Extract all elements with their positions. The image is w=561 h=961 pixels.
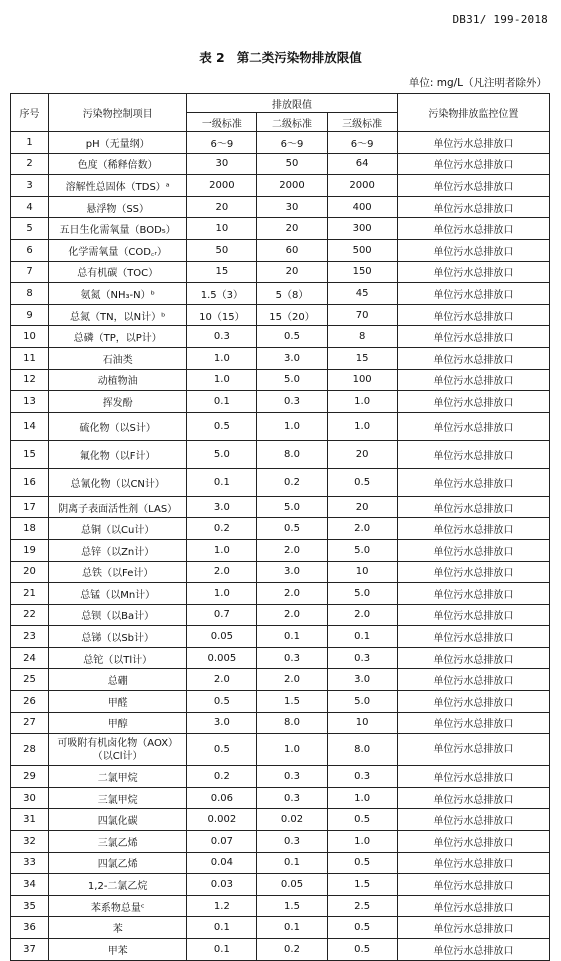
level2-limit-cell: 1.5: [257, 691, 327, 713]
table-row: [11, 917, 550, 939]
level3-limit-cell: 10: [327, 712, 397, 734]
row-number-cell: 1: [11, 132, 49, 154]
level3-limit-cell: 0.5: [327, 809, 397, 831]
row-number-cell: 21: [11, 583, 49, 605]
level2-limit-cell: 0.3: [257, 831, 327, 853]
row-number-cell: 29: [11, 766, 49, 788]
col-header-position: 污染物排放监控位置: [397, 94, 549, 132]
table-row: [11, 196, 550, 218]
level2-limit-cell: 15（20）: [257, 304, 327, 326]
monitoring-position-cell: 单位污水总排放口: [397, 604, 549, 626]
monitoring-position-cell: 单位污水总排放口: [397, 669, 549, 691]
level1-limit-cell: 30: [187, 153, 257, 175]
level3-limit-cell: 2.5: [327, 895, 397, 917]
row-number-cell: 16: [11, 468, 49, 496]
level3-limit-cell: 2.0: [327, 518, 397, 540]
table-row: [11, 391, 550, 413]
pollutant-item-cell: 1,2-二氯乙烷: [49, 874, 187, 896]
row-number-cell: 24: [11, 647, 49, 669]
pollutant-item-cell: 总锑（以Sb计）: [49, 626, 187, 648]
row-number-cell: 19: [11, 539, 49, 561]
level1-limit-cell: 6～9: [187, 132, 257, 154]
pollutant-item-cell: 苯系物总量ᶜ: [49, 895, 187, 917]
level1-limit-cell: 1.0: [187, 347, 257, 369]
pollutant-item-cell: 总铁（以Fe计）: [49, 561, 187, 583]
monitoring-position-cell: 单位污水总排放口: [397, 917, 549, 939]
level2-limit-cell: 0.2: [257, 468, 327, 496]
row-number-cell: 4: [11, 196, 49, 218]
pollutant-item-cell: 总磷（TP，以P计）: [49, 326, 187, 348]
level1-limit-cell: 0.005: [187, 647, 257, 669]
table-row: [11, 468, 550, 496]
row-number-cell: 28: [11, 734, 49, 766]
table-row: [11, 496, 550, 518]
level2-limit-cell: 0.3: [257, 787, 327, 809]
level2-limit-cell: 1.0: [257, 412, 327, 440]
level1-limit-cell: 1.0: [187, 583, 257, 605]
level3-limit-cell: 0.5: [327, 468, 397, 496]
monitoring-position-cell: 单位污水总排放口: [397, 391, 549, 413]
level2-limit-cell: 20: [257, 261, 327, 283]
table-body: [11, 132, 550, 961]
monitoring-position-cell: 单位污水总排放口: [397, 440, 549, 468]
level2-limit-cell: 8.0: [257, 440, 327, 468]
level2-limit-cell: 2.0: [257, 583, 327, 605]
table-row: [11, 712, 550, 734]
level2-limit-cell: 50: [257, 153, 327, 175]
pollutant-item-cell: 可吸附有机卤化物（AOX）（以Cl计）: [49, 734, 187, 766]
level2-limit-cell: 0.3: [257, 647, 327, 669]
level1-limit-cell: 5.0: [187, 440, 257, 468]
level3-limit-cell: 64: [327, 153, 397, 175]
table-row: [11, 218, 550, 240]
level3-limit-cell: 400: [327, 196, 397, 218]
level1-limit-cell: 0.1: [187, 939, 257, 961]
monitoring-position-cell: 单位污水总排放口: [397, 261, 549, 283]
table-row: [11, 939, 550, 961]
pollutant-item-cell: 总铜（以Cu计）: [49, 518, 187, 540]
level1-limit-cell: 0.002: [187, 809, 257, 831]
level2-limit-cell: 0.2: [257, 939, 327, 961]
pollutant-item-cell: 挥发酚: [49, 391, 187, 413]
pollutant-item-cell: 总氮（TN，以N计）ᵇ: [49, 304, 187, 326]
monitoring-position-cell: 单位污水总排放口: [397, 496, 549, 518]
level1-limit-cell: 3.0: [187, 712, 257, 734]
monitoring-position-cell: 单位污水总排放口: [397, 412, 549, 440]
level3-limit-cell: 10: [327, 561, 397, 583]
row-number-cell: 6: [11, 239, 49, 261]
monitoring-position-cell: 单位污水总排放口: [397, 539, 549, 561]
level1-limit-cell: 0.5: [187, 691, 257, 713]
level3-limit-cell: 500: [327, 239, 397, 261]
pollutant-item-cell: 悬浮物（SS）: [49, 196, 187, 218]
table-row: [11, 766, 550, 788]
table-row: [11, 369, 550, 391]
level3-limit-cell: 70: [327, 304, 397, 326]
level2-limit-cell: 0.3: [257, 766, 327, 788]
level1-limit-cell: 0.06: [187, 787, 257, 809]
pollutant-item-cell: 四氯化碳: [49, 809, 187, 831]
level2-limit-cell: 5.0: [257, 369, 327, 391]
level2-limit-cell: 60: [257, 239, 327, 261]
pollutant-item-cell: 五日生化需氧量（BOD₅）: [49, 218, 187, 240]
monitoring-position-cell: 单位污水总排放口: [397, 895, 549, 917]
table-row: [11, 132, 550, 154]
row-number-cell: 26: [11, 691, 49, 713]
level1-limit-cell: 0.5: [187, 734, 257, 766]
level1-limit-cell: 2.0: [187, 561, 257, 583]
col-header-level1: 一级标准: [187, 113, 257, 132]
level1-limit-cell: 0.1: [187, 391, 257, 413]
level3-limit-cell: 15: [327, 347, 397, 369]
table-row: [11, 175, 550, 197]
level2-limit-cell: 2.0: [257, 604, 327, 626]
level2-limit-cell: 0.1: [257, 917, 327, 939]
level3-limit-cell: 1.0: [327, 787, 397, 809]
level1-limit-cell: 3.0: [187, 496, 257, 518]
monitoring-position-cell: 单位污水总排放口: [397, 766, 549, 788]
pollutant-item-cell: 甲醇: [49, 712, 187, 734]
pollutant-item-cell: 总铊（以Tl计）: [49, 647, 187, 669]
monitoring-position-cell: 单位污水总排放口: [397, 787, 549, 809]
row-number-cell: 31: [11, 809, 49, 831]
level3-limit-cell: 150: [327, 261, 397, 283]
level1-limit-cell: 0.2: [187, 766, 257, 788]
monitoring-position-cell: 单位污水总排放口: [397, 583, 549, 605]
pollutant-item-cell: 三氯乙烯: [49, 831, 187, 853]
level1-limit-cell: 0.07: [187, 831, 257, 853]
col-header-level2: 二级标准: [257, 113, 327, 132]
level3-limit-cell: 0.5: [327, 917, 397, 939]
level1-limit-cell: 0.05: [187, 626, 257, 648]
table-row: [11, 539, 550, 561]
level1-limit-cell: 1.0: [187, 539, 257, 561]
monitoring-position-cell: 单位污水总排放口: [397, 468, 549, 496]
monitoring-position-cell: 单位污水总排放口: [397, 218, 549, 240]
table-row: [11, 304, 550, 326]
row-number-cell: 17: [11, 496, 49, 518]
level3-limit-cell: 1.0: [327, 412, 397, 440]
table-row: [11, 734, 550, 766]
level1-limit-cell: 10（15）: [187, 304, 257, 326]
table-row: [11, 153, 550, 175]
level2-limit-cell: 6～9: [257, 132, 327, 154]
table-row: [11, 440, 550, 468]
standard-code: DB31/ 199-2018: [452, 13, 548, 26]
table-row: [11, 326, 550, 348]
level1-limit-cell: 0.2: [187, 518, 257, 540]
pollutant-item-cell: 阴离子表面活性剂（LAS）: [49, 496, 187, 518]
level1-limit-cell: 0.7: [187, 604, 257, 626]
pollutant-item-cell: 四氯乙烯: [49, 852, 187, 874]
level3-limit-cell: 0.1: [327, 626, 397, 648]
monitoring-position-cell: 单位污水总排放口: [397, 175, 549, 197]
level1-limit-cell: 2000: [187, 175, 257, 197]
monitoring-position-cell: 单位污水总排放口: [397, 831, 549, 853]
monitoring-position-cell: 单位污水总排放口: [397, 283, 549, 305]
level3-limit-cell: 20: [327, 440, 397, 468]
level3-limit-cell: 3.0: [327, 669, 397, 691]
table-row: [11, 583, 550, 605]
level2-limit-cell: 2.0: [257, 539, 327, 561]
level1-limit-cell: 0.04: [187, 852, 257, 874]
row-number-cell: 20: [11, 561, 49, 583]
row-number-cell: 5: [11, 218, 49, 240]
table-row: [11, 669, 550, 691]
table-row: [11, 412, 550, 440]
table-row: [11, 239, 550, 261]
row-number-cell: 32: [11, 831, 49, 853]
row-number-cell: 14: [11, 412, 49, 440]
col-header-limit-group: 排放限值: [187, 94, 397, 113]
row-number-cell: 30: [11, 787, 49, 809]
pollutant-item-cell: 化学需氧量（COD꜀ᵣ）: [49, 239, 187, 261]
monitoring-position-cell: 单位污水总排放口: [397, 196, 549, 218]
pollutant-item-cell: 甲苯: [49, 939, 187, 961]
table-row: [11, 809, 550, 831]
pollutant-item-cell: 甲醛: [49, 691, 187, 713]
pollutant-item-cell: 总锰（以Mn计）: [49, 583, 187, 605]
level2-limit-cell: 30: [257, 196, 327, 218]
col-header-no: 序号: [11, 94, 49, 132]
monitoring-position-cell: 单位污水总排放口: [397, 852, 549, 874]
row-number-cell: 35: [11, 895, 49, 917]
monitoring-position-cell: 单位污水总排放口: [397, 326, 549, 348]
monitoring-position-cell: 单位污水总排放口: [397, 132, 549, 154]
row-number-cell: 33: [11, 852, 49, 874]
unit-note: 单位: mg/L（凡注明者除外）: [408, 77, 547, 89]
row-number-cell: 25: [11, 669, 49, 691]
pollutant-item-cell: 总锌（以Zn计）: [49, 539, 187, 561]
row-number-cell: 27: [11, 712, 49, 734]
table-row: [11, 831, 550, 853]
level1-limit-cell: 0.03: [187, 874, 257, 896]
level1-limit-cell: 1.5（3）: [187, 283, 257, 305]
level3-limit-cell: 45: [327, 283, 397, 305]
monitoring-position-cell: 单位污水总排放口: [397, 874, 549, 896]
level3-limit-cell: 5.0: [327, 539, 397, 561]
table-row: [11, 787, 550, 809]
level3-limit-cell: 0.3: [327, 766, 397, 788]
level3-limit-cell: 8: [327, 326, 397, 348]
pollutant-item-cell: 二氯甲烷: [49, 766, 187, 788]
row-number-cell: 8: [11, 283, 49, 305]
level2-limit-cell: 0.1: [257, 852, 327, 874]
pollutant-item-cell: 溶解性总固体（TDS）ᵃ: [49, 175, 187, 197]
row-number-cell: 34: [11, 874, 49, 896]
row-number-cell: 15: [11, 440, 49, 468]
level1-limit-cell: 1.2: [187, 895, 257, 917]
row-number-cell: 18: [11, 518, 49, 540]
level2-limit-cell: 1.5: [257, 895, 327, 917]
level3-limit-cell: 2.0: [327, 604, 397, 626]
col-header-level3: 三级标准: [327, 113, 397, 132]
row-number-cell: 36: [11, 917, 49, 939]
monitoring-position-cell: 单位污水总排放口: [397, 691, 549, 713]
table-number: 表 2: [199, 50, 225, 65]
level3-limit-cell: 2000: [327, 175, 397, 197]
level3-limit-cell: 1.5: [327, 874, 397, 896]
table-row: [11, 261, 550, 283]
level3-limit-cell: 6～9: [327, 132, 397, 154]
level2-limit-cell: 0.02: [257, 809, 327, 831]
row-number-cell: 3: [11, 175, 49, 197]
pollutant-item-cell: 动植物油: [49, 369, 187, 391]
monitoring-position-cell: 单位污水总排放口: [397, 809, 549, 831]
level3-limit-cell: 5.0: [327, 691, 397, 713]
row-number-cell: 10: [11, 326, 49, 348]
level2-limit-cell: 0.3: [257, 391, 327, 413]
pollutant-item-cell: 总钡（以Ba计）: [49, 604, 187, 626]
level1-limit-cell: 1.0: [187, 369, 257, 391]
level2-limit-cell: 5（8）: [257, 283, 327, 305]
level1-limit-cell: 0.3: [187, 326, 257, 348]
row-number-cell: 9: [11, 304, 49, 326]
row-number-cell: 7: [11, 261, 49, 283]
level2-limit-cell: 0.1: [257, 626, 327, 648]
level2-limit-cell: 2000: [257, 175, 327, 197]
pollutant-item-cell: 三氯甲烷: [49, 787, 187, 809]
level2-limit-cell: 5.0: [257, 496, 327, 518]
level2-limit-cell: 3.0: [257, 561, 327, 583]
level2-limit-cell: 3.0: [257, 347, 327, 369]
table-row: [11, 895, 550, 917]
level3-limit-cell: 20: [327, 496, 397, 518]
monitoring-position-cell: 单位污水总排放口: [397, 347, 549, 369]
level2-limit-cell: 20: [257, 218, 327, 240]
table-row: [11, 852, 550, 874]
monitoring-position-cell: 单位污水总排放口: [397, 734, 549, 766]
monitoring-position-cell: 单位污水总排放口: [397, 647, 549, 669]
pollutant-item-cell: 石油类: [49, 347, 187, 369]
row-number-cell: 23: [11, 626, 49, 648]
pollutant-item-cell: 苯: [49, 917, 187, 939]
row-number-cell: 11: [11, 347, 49, 369]
table-row: [11, 626, 550, 648]
col-header-item: 污染物控制项目: [49, 94, 187, 132]
monitoring-position-cell: 单位污水总排放口: [397, 712, 549, 734]
monitoring-position-cell: 单位污水总排放口: [397, 239, 549, 261]
table-caption: 第二类污染物排放限值: [236, 50, 362, 65]
monitoring-position-cell: 单位污水总排放口: [397, 561, 549, 583]
pollutant-item-cell: 总氰化物（以CN计）: [49, 468, 187, 496]
header-row: [11, 94, 550, 113]
row-number-cell: 22: [11, 604, 49, 626]
monitoring-position-cell: 单位污水总排放口: [397, 939, 549, 961]
pollutant-item-cell: 氟化物（以F计）: [49, 440, 187, 468]
table-title: [0, 48, 561, 66]
table-row: [11, 604, 550, 626]
monitoring-position-cell: 单位污水总排放口: [397, 369, 549, 391]
row-number-cell: 37: [11, 939, 49, 961]
level3-limit-cell: 1.0: [327, 831, 397, 853]
level3-limit-cell: 100: [327, 369, 397, 391]
level3-limit-cell: 0.3: [327, 647, 397, 669]
table-row: [11, 691, 550, 713]
level2-limit-cell: 0.5: [257, 518, 327, 540]
level2-limit-cell: 8.0: [257, 712, 327, 734]
level2-limit-cell: 0.5: [257, 326, 327, 348]
pollutant-item-cell: pH（无量纲）: [49, 132, 187, 154]
monitoring-position-cell: 单位污水总排放口: [397, 626, 549, 648]
pollutant-item-cell: 色度（稀释倍数）: [49, 153, 187, 175]
level3-limit-cell: 0.5: [327, 939, 397, 961]
level3-limit-cell: 8.0: [327, 734, 397, 766]
level1-limit-cell: 0.5: [187, 412, 257, 440]
level3-limit-cell: 300: [327, 218, 397, 240]
level2-limit-cell: 2.0: [257, 669, 327, 691]
level1-limit-cell: 20: [187, 196, 257, 218]
level1-limit-cell: 50: [187, 239, 257, 261]
level3-limit-cell: 5.0: [327, 583, 397, 605]
pollutant-item-cell: 硫化物（以S计）: [49, 412, 187, 440]
monitoring-position-cell: 单位污水总排放口: [397, 304, 549, 326]
table-row: [11, 347, 550, 369]
table-row: [11, 647, 550, 669]
pollutant-item-cell: 氨氮（NH₃-N）ᵇ: [49, 283, 187, 305]
row-number-cell: 2: [11, 153, 49, 175]
pollutant-item-cell: 总硼: [49, 669, 187, 691]
row-number-cell: 12: [11, 369, 49, 391]
row-number-cell: 13: [11, 391, 49, 413]
table-row: [11, 283, 550, 305]
level3-limit-cell: 0.5: [327, 852, 397, 874]
level1-limit-cell: 10: [187, 218, 257, 240]
level3-limit-cell: 1.0: [327, 391, 397, 413]
table-row: [11, 518, 550, 540]
pollutant-limits-table: [10, 93, 550, 961]
table-row: [11, 874, 550, 896]
level1-limit-cell: 2.0: [187, 669, 257, 691]
pollutant-item-cell: 总有机碳（TOC）: [49, 261, 187, 283]
level1-limit-cell: 0.1: [187, 917, 257, 939]
level1-limit-cell: 15: [187, 261, 257, 283]
monitoring-position-cell: 单位污水总排放口: [397, 153, 549, 175]
level1-limit-cell: 0.1: [187, 468, 257, 496]
level2-limit-cell: 1.0: [257, 734, 327, 766]
table-row: [11, 561, 550, 583]
level2-limit-cell: 0.05: [257, 874, 327, 896]
monitoring-position-cell: 单位污水总排放口: [397, 518, 549, 540]
